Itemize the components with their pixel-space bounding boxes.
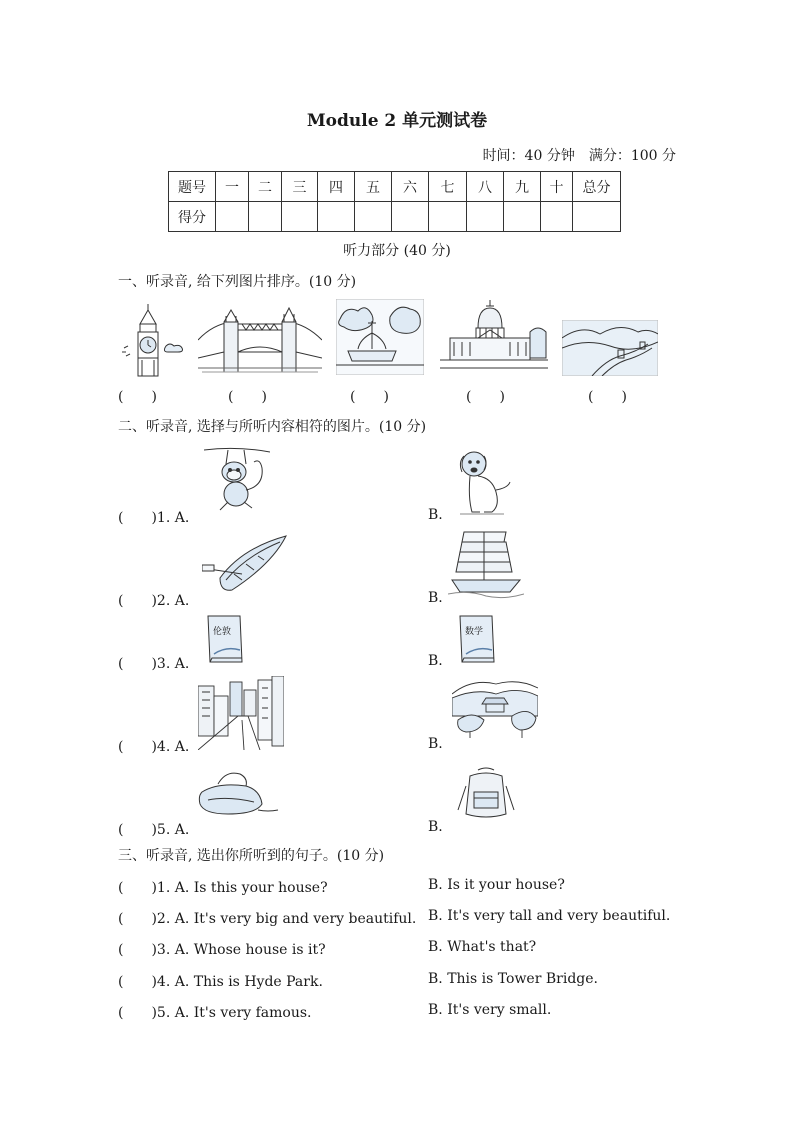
book-london-picture: [206, 614, 244, 664]
capitol-building-picture: [440, 298, 548, 376]
score-cell[interactable]: [504, 202, 541, 232]
order-blank-3[interactable]: ( ): [350, 389, 389, 405]
score-header-cell: 总分: [573, 172, 621, 202]
score-cell[interactable]: [541, 202, 573, 232]
order-blank-1[interactable]: ( ): [118, 389, 157, 405]
q3-1-option-b[interactable]: B. Is it your house?: [428, 877, 565, 893]
score-cell[interactable]: [249, 202, 282, 232]
big-ben-picture: [118, 302, 186, 378]
great-wall-picture: [562, 320, 658, 376]
score-cell[interactable]: [573, 202, 621, 232]
q3-1-option-a[interactable]: ( )1. A. Is this your house?: [118, 880, 328, 896]
q3-5-option-a[interactable]: ( )5. A. It's very famous.: [118, 1005, 312, 1021]
score-header-cell: 二: [249, 172, 282, 202]
q3-3-option-a[interactable]: ( )3. A. Whose house is it?: [118, 942, 326, 958]
q3-4-option-b[interactable]: B. This is Tower Bridge.: [428, 971, 598, 987]
book-icon: [458, 614, 496, 664]
score-header-cell: 九: [504, 172, 541, 202]
score-cell[interactable]: [392, 202, 429, 232]
q3-4-option-a[interactable]: ( )4. A. This is Hyde Park.: [118, 974, 323, 990]
score-header-cell: 七: [429, 172, 467, 202]
score-row-label: 得分: [169, 202, 216, 232]
q2-4-option-b[interactable]: B.: [428, 736, 443, 752]
temple-landscape-picture: [452, 676, 538, 740]
q3-5-option-b[interactable]: B. It's very small.: [428, 1002, 552, 1018]
q2-1-option-b[interactable]: B.: [428, 507, 443, 523]
dog-picture: [456, 448, 516, 518]
page-title: Module 2 单元测试卷: [306, 111, 488, 131]
score-header-cell: 八: [467, 172, 504, 202]
q2-5-label[interactable]: ( )5. A.: [118, 822, 190, 838]
score-header-cell: 四: [318, 172, 355, 202]
sailing-ship-picture: [448, 530, 524, 602]
section-3-heading: 三、听录音, 选出你所听到的句子。(10 分): [118, 848, 385, 864]
order-blank-5[interactable]: ( ): [588, 389, 627, 405]
q3-3-option-b[interactable]: B. What's that?: [428, 939, 537, 955]
score-cell[interactable]: [216, 202, 249, 232]
q2-2-label[interactable]: ( )2. A.: [118, 593, 190, 609]
score-cell[interactable]: [355, 202, 392, 232]
q2-3-label[interactable]: ( )3. A.: [118, 656, 190, 672]
score-cell[interactable]: [318, 202, 355, 232]
section-2-heading: 二、听录音, 选择与所听内容相符的图片。(10 分): [118, 419, 427, 435]
monkey-picture: [204, 446, 270, 518]
book-math-title: 数学: [465, 627, 484, 637]
fountain-park-picture: [336, 299, 424, 375]
score-cell[interactable]: [467, 202, 504, 232]
backpack-picture: [456, 766, 518, 822]
order-blank-2[interactable]: ( ): [228, 389, 267, 405]
score-header-cell: 三: [282, 172, 318, 202]
score-value-row: [169, 202, 621, 232]
q3-2-option-a[interactable]: ( )2. A. It's very big and very beautiful.: [118, 911, 417, 927]
section-1-heading: 一、听录音, 给下列图片排序。(10 分): [118, 274, 357, 290]
rowing-boat-picture: [202, 534, 292, 598]
handbag-picture: [198, 770, 282, 818]
score-header-row: [169, 172, 621, 202]
q2-5-option-b[interactable]: B.: [428, 819, 443, 835]
book-math-picture: [458, 614, 496, 664]
time-info: 时间：40 分钟 满分：100 分: [482, 148, 676, 164]
score-header-cell: 五: [355, 172, 392, 202]
score-cell[interactable]: [429, 202, 467, 232]
q2-3-option-b[interactable]: B.: [428, 653, 443, 669]
book-london-title: 伦敦: [213, 627, 232, 637]
order-blank-4[interactable]: ( ): [466, 389, 505, 405]
q3-2-option-b[interactable]: B. It's very tall and very beautiful.: [428, 908, 671, 924]
q2-1-label[interactable]: ( )1. A.: [118, 510, 190, 526]
q2-4-label[interactable]: ( )4. A.: [118, 739, 190, 755]
city-street-picture: [198, 676, 284, 750]
score-header-cell: 六: [392, 172, 429, 202]
listening-header: 听力部分 (40 分): [343, 243, 451, 259]
book-icon: [206, 614, 244, 664]
score-header-cell: 题号: [169, 172, 216, 202]
score-cell[interactable]: [282, 202, 318, 232]
tower-bridge-picture: [198, 298, 322, 376]
q2-2-option-b[interactable]: B.: [428, 590, 443, 606]
score-header-cell: 十: [541, 172, 573, 202]
score-table: [168, 171, 621, 232]
score-header-cell: 一: [216, 172, 249, 202]
